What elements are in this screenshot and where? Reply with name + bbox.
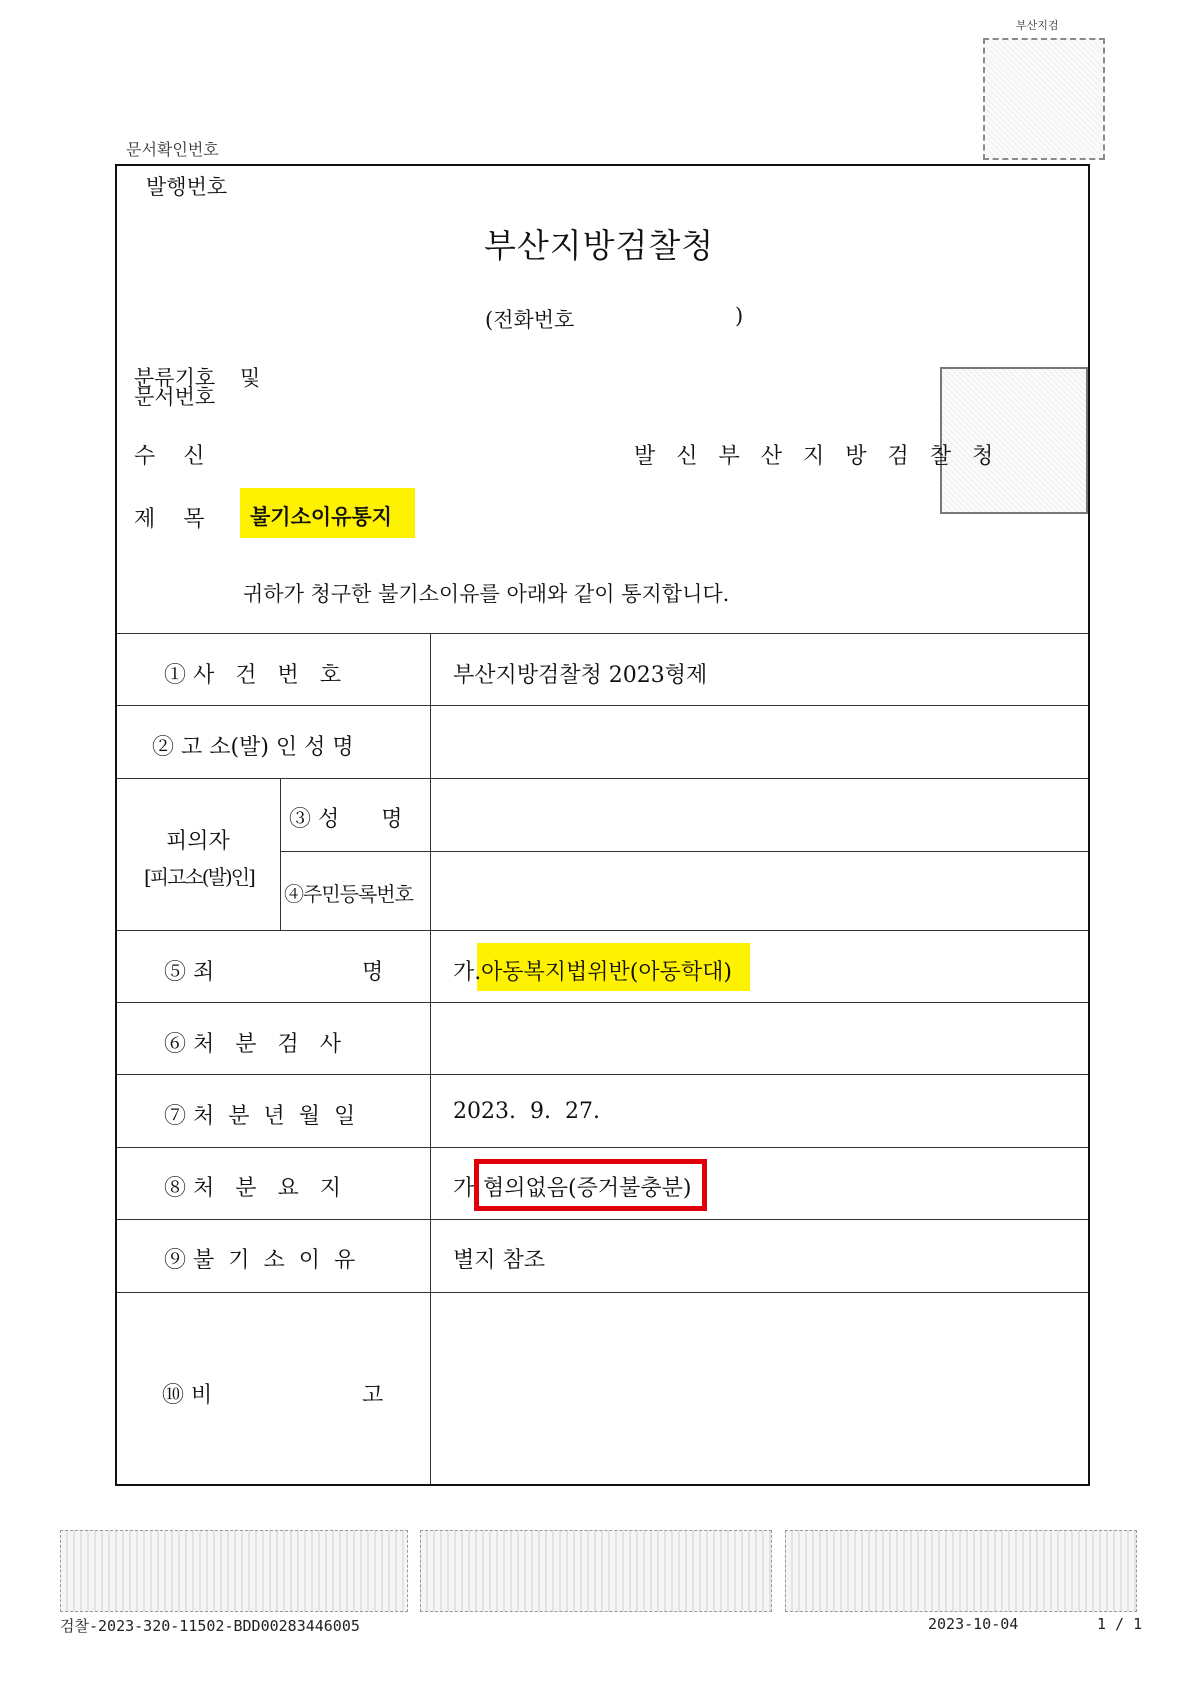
prosecutor-label: ⑥ 처 분 검 사 bbox=[164, 1032, 341, 1057]
footer-page: 1 / 1 bbox=[1097, 1615, 1143, 1633]
case-no-value: 부산지방검찰청 2023형제 bbox=[453, 663, 708, 688]
org-title: 부산지방검찰청 bbox=[484, 226, 715, 265]
row-line-9 bbox=[117, 1292, 1088, 1293]
disp-date-label: ⑦ 처 분 년 월 일 bbox=[164, 1104, 356, 1129]
recipient-label: 수 신 bbox=[134, 444, 205, 469]
col-divider bbox=[430, 633, 431, 1484]
issue-no-label: 발행번호 bbox=[146, 175, 228, 199]
name-label: ③ 성 명 bbox=[289, 807, 403, 832]
complainant-label: ② 고 소(발) 인 성 명 bbox=[152, 735, 354, 760]
case-no-label: ① 사 건 번 호 bbox=[164, 663, 341, 688]
footer-doc-code: 검찰-2023-320-11502-BDD00283446005 bbox=[60, 1617, 360, 1635]
suspect-divider bbox=[280, 778, 281, 930]
remarks-label-left: ⑩ 비 bbox=[162, 1383, 213, 1408]
barcode-right bbox=[785, 1530, 1137, 1612]
footer-date: 2023-10-04 bbox=[928, 1615, 1019, 1633]
intro-text: 귀하가 청구한 불기소이유를 아래와 같이 통지합니다. bbox=[243, 582, 730, 606]
row-line-3 bbox=[280, 851, 1088, 852]
disp-date-value: 2023. 9. 27. bbox=[453, 1099, 600, 1124]
top-stamp-label: 부산지검 bbox=[1016, 19, 1059, 32]
disp-summary-label: ⑧ 처 분 요 지 bbox=[164, 1176, 341, 1201]
class-no-label-line2: 문서번호 bbox=[134, 385, 216, 409]
red-annotation-box bbox=[474, 1159, 707, 1211]
row-line-7 bbox=[117, 1147, 1088, 1148]
subject-value: 불기소이유통지 bbox=[250, 505, 393, 529]
row-line-8 bbox=[117, 1219, 1088, 1220]
charge-label-left: ⑤ 죄 bbox=[164, 960, 215, 985]
phone-close: ) bbox=[735, 304, 744, 328]
disp-summary-value: 혐의없음(증거불충분) bbox=[483, 1176, 692, 1201]
top-stamp-box bbox=[983, 38, 1105, 160]
document-frame bbox=[115, 164, 1090, 1486]
charge-value: 아동복지법위반(아동학대) bbox=[481, 960, 732, 985]
barcode-left bbox=[60, 1530, 408, 1612]
disp-summary-prefix: 가. bbox=[453, 1176, 482, 1201]
row-line-5 bbox=[117, 1002, 1088, 1003]
class-no-label-line1: 분류기호 bbox=[134, 366, 216, 390]
phone-open: (전화번호 bbox=[485, 308, 575, 332]
doc-confirm-label: 문서확인번호 bbox=[126, 140, 219, 159]
charge-label-right: 명 bbox=[362, 960, 384, 985]
row-line-2 bbox=[117, 778, 1088, 779]
suspect-group-line2: [피고소(발)인] bbox=[144, 865, 254, 889]
class-no-label-and: 및 bbox=[240, 366, 261, 390]
suspect-group-line1: 피의자 bbox=[166, 829, 230, 854]
table-top-line bbox=[117, 633, 1088, 634]
row-line-1 bbox=[117, 705, 1088, 706]
reason-value: 별지 참조 bbox=[453, 1248, 546, 1273]
remarks-label-right: 고 bbox=[362, 1383, 384, 1408]
barcode-middle bbox=[420, 1530, 772, 1612]
reason-label: ⑨ 불 기 소 이 유 bbox=[164, 1248, 356, 1273]
sender-label: 발 신 부 산 지 방 검 찰 청 bbox=[634, 444, 1001, 469]
row-line-4 bbox=[117, 930, 1088, 931]
charge-prefix: 가. bbox=[453, 960, 482, 985]
reg-no-label: ④주민등록번호 bbox=[284, 882, 413, 906]
row-line-6 bbox=[117, 1074, 1088, 1075]
subject-label: 제 목 bbox=[134, 507, 205, 532]
